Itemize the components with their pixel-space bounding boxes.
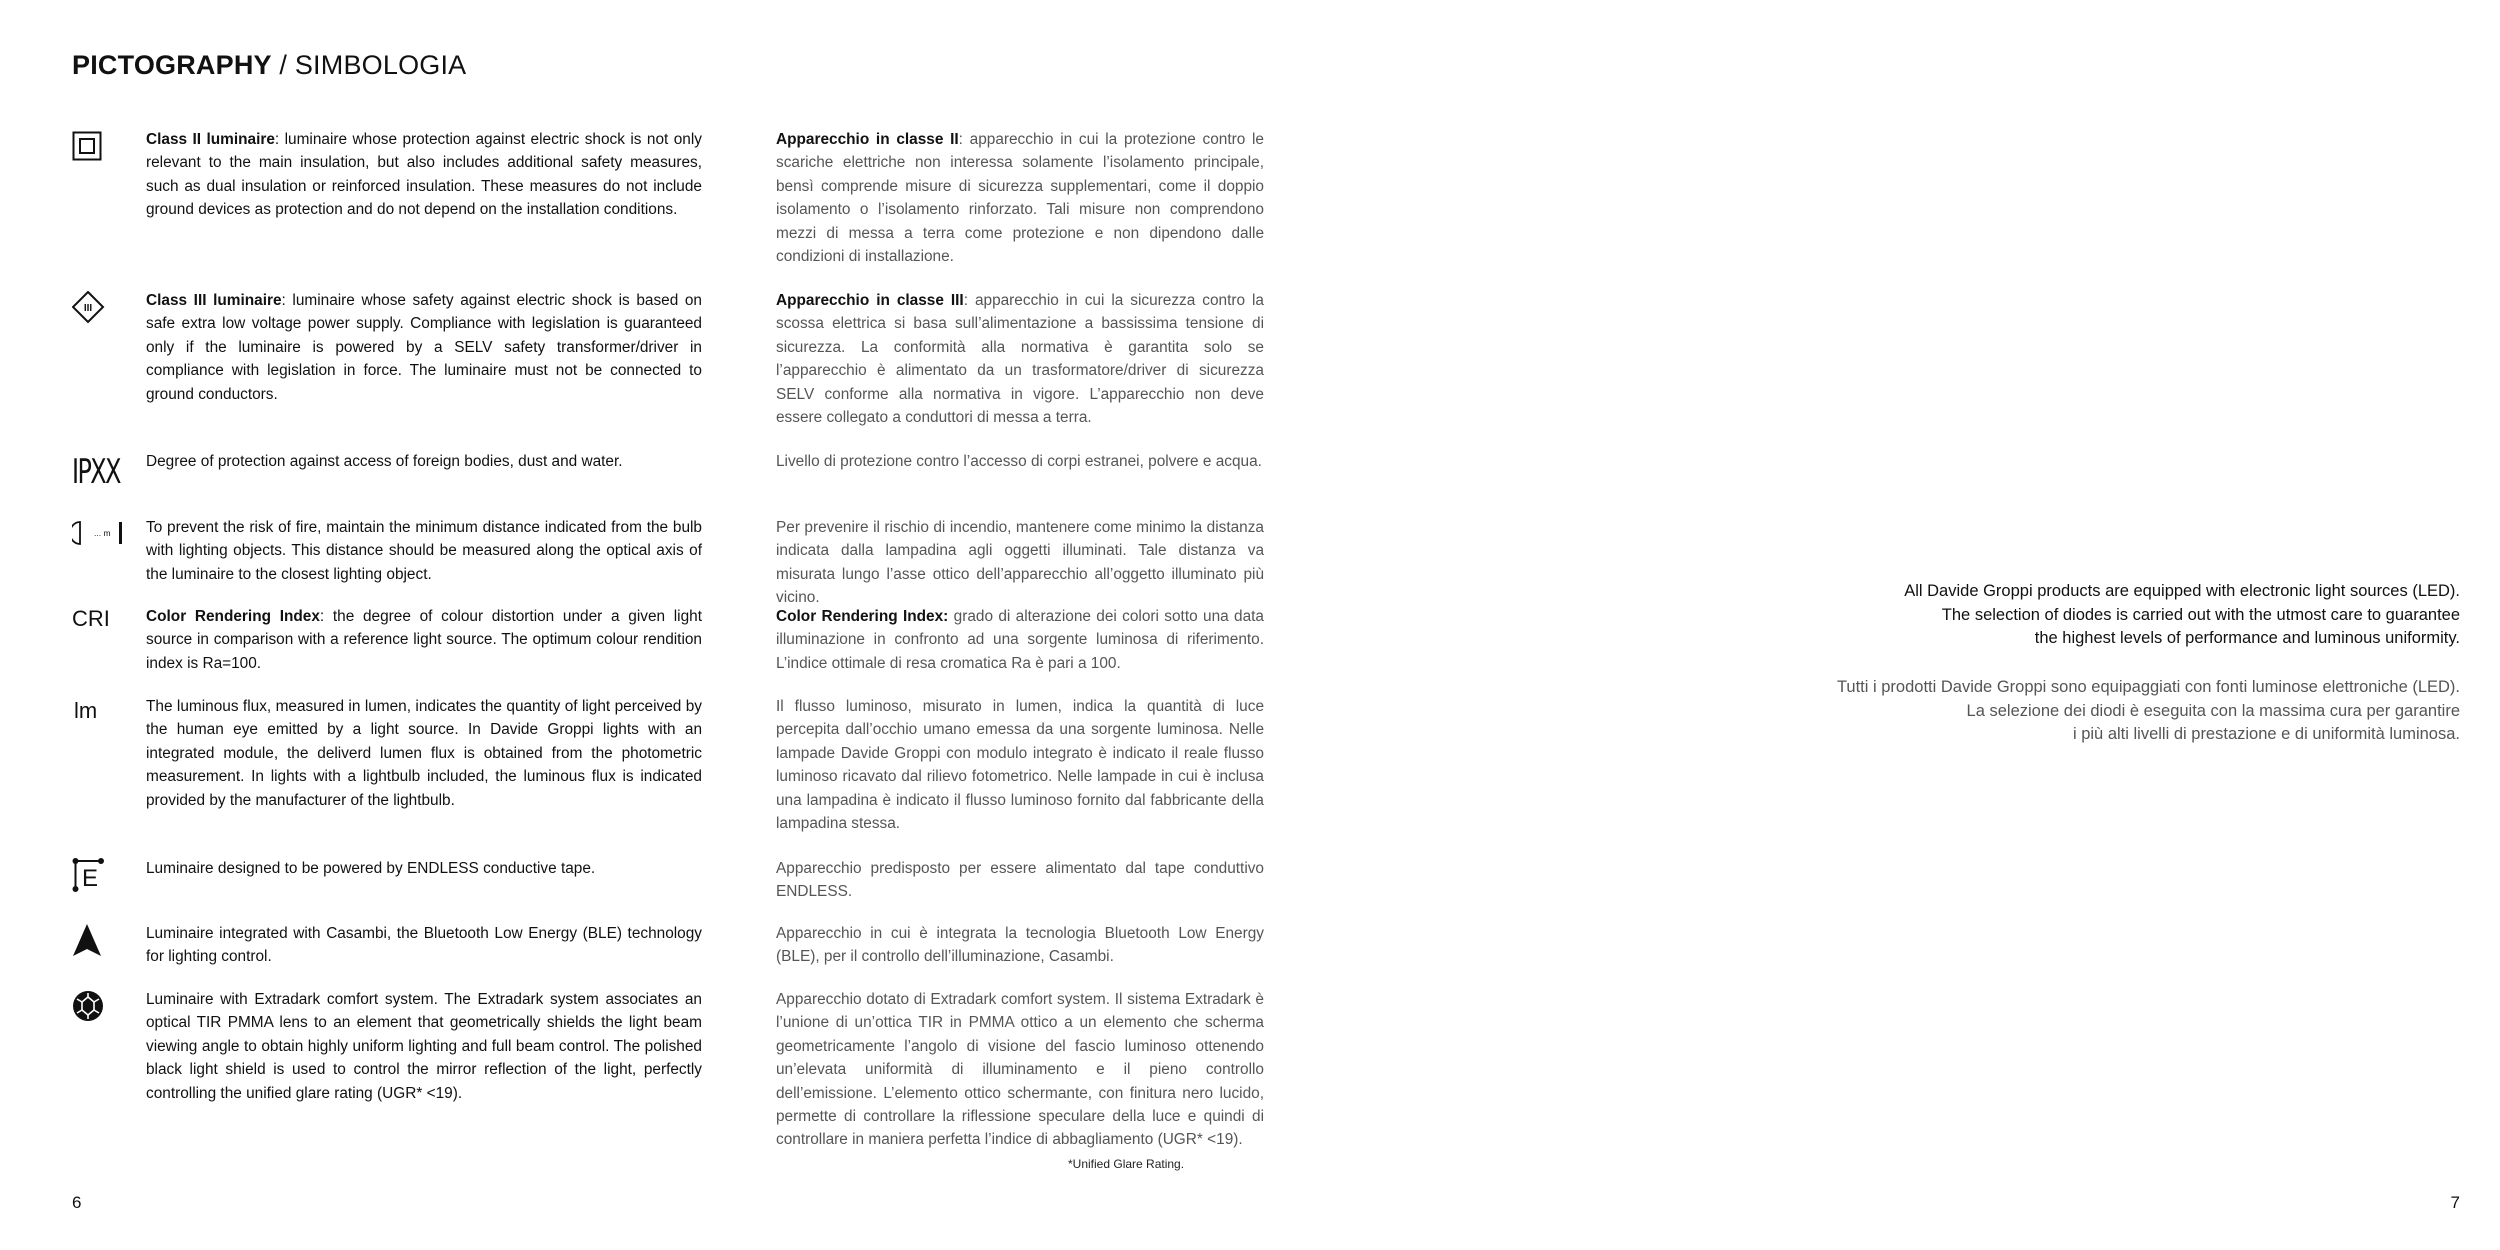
cri-icon: CRI — [72, 606, 110, 631]
page-title — [72, 50, 466, 81]
title-bold: PICTOGRAPHY — [72, 50, 272, 80]
entry-en-text: Class III luminaire: luminaire whose safety against electric shock is based on safe extra low voltage power supply. Compliance with legislation is guaranteed only if the luminaire is powered by a SELV safety transformer/driver in compliance with legislation in force. The luminaire must not be connected to ground conductors. — [146, 292, 702, 403]
entry-en-text: Luminaire designed to be powered by ENDLESS conductive tape. — [146, 860, 596, 877]
entry-it-text: Apparecchio in classe III: apparecchio in cui la sicurezza contro la scossa elettrica si basa sull’alimentazione a bassissima tensione di sicurezza. La conformità alla normativa è garantita solo se l’apparecchio è alimentato da un trasformatore/driver di sicurezza SELV conforme alla normativa in vigore. L’apparecchio non deve essere collegato a conduttori di messa a terra. — [776, 292, 1264, 427]
page-number-left: 6 — [72, 1193, 82, 1212]
entry-en-text: Color Rendering Index: the degree of colour distortion under a given light source in comparison with a reference light source. The optimum colour rendition index is Ra=100. — [146, 608, 702, 672]
led-statement-en: All Davide Groppi products are equipped with electronic light sources (LED). The selection of diodes is carried out with the utmost care to guarantee the highest levels of performance and luminous uniformity. — [1904, 582, 2460, 648]
entry-it-text: Apparecchio in cui è integrata la tecnologia Bluetooth Low Energy (BLE), per il controllo dell’illuminazione, Casambi. — [776, 925, 1264, 966]
casambi-icon — [72, 922, 122, 968]
entry-it-text: Apparecchio in classe II: apparecchio in cui la protezione contro le scariche elettriche non interessa solamente l’isolamento principale, bensì comprende misure di sicurezza supplementari, come il doppio isolamento o l’isolamento rinforzato. Tali misure non comprendono mezzi di messa a terra come protezione e non dipendono dalle condizioni di installazione. — [776, 131, 1264, 266]
entry-it-text: Livello di protezione contro l’accesso di corpi estranei, polvere e acqua. — [776, 453, 1262, 470]
class-ii-icon — [72, 128, 122, 174]
page-number-right: 7 — [2450, 1193, 2460, 1212]
entry-it-text: Apparecchio predisposto per essere alimentato dal tape conduttivo ENDLESS. — [776, 860, 1264, 901]
entry-en-text: The luminous flux, measured in lumen, indicates the quantity of light perceived by the human eye emitted by a light source. In Davide Groppi lights with an integrated module, the deliverd lumen flux is obtained from the photometric measurement. In lights with a lightbulb included, the luminous flux is indicated provided by the manufacturer of the lightbulb. — [146, 698, 702, 809]
class-iii-icon — [72, 289, 122, 335]
ipxx-icon: IPXX — [72, 452, 120, 492]
svg-text:III: III — [83, 303, 93, 314]
entry-it-text: Apparecchio dotato di Extradark comfort system. Il sistema Extradark è l’unione di un’ottica TIR in PMMA ottico a un elemento che scherma geometricamente l’angolo di visione del fascio luminoso ottenendo un’elevata uniformità di illuminamento e il pieno controllo dell’emissione. L’elemento ottico schermante, con finitura nero lucido, permette di controllare la riflessione speculare della luce e quindi di controllare in maniera perfetta l’indice di abbagliamento (UGR* <19). — [776, 991, 1264, 1149]
entry-en-text: Luminaire integrated with Casambi, the Bluetooth Low Energy (BLE) technology for lighting control. — [146, 925, 702, 966]
entry-en-text: Luminaire with Extradark comfort system. The Extradark system associates an optical TIR PMMA lens to an element that geometrically shields the light beam viewing angle to obtain highly uniform lighting and full beam control. The polished black light shield is used to control the mirror reflection of the light, perfectly controlling the unified glare rating (UGR* <19). — [146, 991, 702, 1102]
footnote: *Unified Glare Rating. — [1068, 1157, 1185, 1171]
entry-en-text: Class II luminaire: luminaire whose protection against electric shock is not only relevant to the main insulation, but also includes additional safety measures, such as dual insulation or reinforced insulation. These measures do not include ground devices as protection and do not depend on the installation conditions. — [146, 131, 702, 219]
entry-it-text: Il flusso luminoso, misurato in lumen, indica la quantità di luce percepita dall’occhio umano emessa da una sorgente luminosa. Nelle lampade Davide Groppi con modulo integrato è indicato il reale flusso luminoso ricavato dal rilievo fotometrico. Nelle lampade in cui è inclusa una lampadina è indicato il flusso luminoso fornito dal fabbricante della lampadina stessa. — [776, 698, 1264, 833]
entry-en-text: To prevent the risk of fire, maintain the minimum distance indicated from the bulb with lighting objects. This distance should be measured along the optical axis of the luminaire to the closest lighting object. — [146, 519, 702, 583]
lumen-icon: lm — [74, 698, 98, 723]
entry-it-text: Per prevenire il rischio di incendio, mantenere come minimo la distanza indicata dalla lampadina agli oggetti illuminati. Tale distanza va misurata lungo l’asse ottico dell’apparecchio all’oggetto illuminato più vicino. — [776, 519, 1264, 607]
minimum-distance-icon: ... m — [72, 516, 122, 562]
extradark-icon — [72, 988, 122, 1034]
endless-icon: E — [72, 857, 122, 903]
entry-it-text: Color Rendering Index: grado di alterazione dei colori sotto una data illuminazione in confronto ad una sorgente luminosa di riferimento. L’indice ottimale di resa cromatica Ra è pari a 100. — [776, 608, 1264, 672]
led-statement-it: Tutti i prodotti Davide Groppi sono equipaggiati con fonti luminose elettroniche (LED). La selezione dei diodi è eseguita con la massima cura per garantire i più alti livelli di prestazione e di uniformità luminosa. — [1836, 678, 2460, 744]
title-rest: / SIMBOLOGIA — [271, 50, 467, 80]
entry-en-text: Degree of protection against access of foreign bodies, dust and water. — [146, 453, 623, 470]
